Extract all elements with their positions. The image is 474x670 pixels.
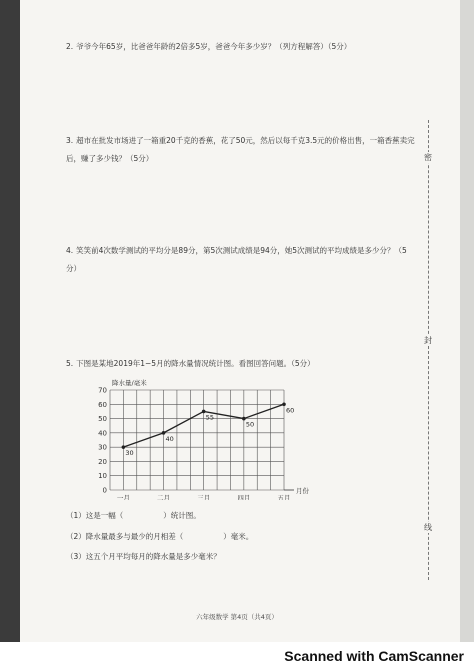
question-text: 超市在批发市场进了一箱重20千克的香蕉，花了50元，然后以每千克3.5元的价格出售，一箱香蕉卖完后，赚了多少钱？（5分）: [66, 136, 415, 163]
y-tick-label: 0: [102, 486, 107, 495]
sub-question-text: （2）降水量最多与最少的月相差（: [66, 532, 184, 541]
y-tick-label: 60: [98, 400, 107, 409]
x-tick-label: 五月: [277, 494, 291, 500]
sub-question-3: [66, 551, 221, 562]
question-text: 下图是某地2019年1−5月的降水量情况统计图。看图回答问题。（5分）: [76, 359, 315, 368]
scan-right-edge: [460, 0, 474, 642]
rainfall-line-chart: [86, 374, 316, 500]
y-tick-label: 10: [98, 472, 107, 481]
question-text: 爷爷今年65岁，比爸爸年龄的2倍多5岁，爸爸今年多少岁？（列方程解答）（5分）: [76, 42, 352, 51]
question-number: 4.: [66, 246, 74, 255]
y-tick-label: 40: [98, 429, 107, 438]
x-tick-label: 四月: [237, 494, 251, 500]
y-tick-label: 20: [98, 457, 107, 466]
y-axis-label: 降水量/毫米: [112, 379, 147, 387]
question-number: 2.: [66, 42, 74, 51]
question-5: [66, 355, 416, 373]
question-4: [66, 242, 416, 278]
data-label: 50: [245, 420, 255, 429]
x-tick-label: 二月: [157, 494, 171, 500]
x-tick-label: 三月: [197, 494, 211, 500]
data-label: 40: [165, 434, 174, 443]
sub-question-suffix: ）毫米。: [223, 532, 254, 541]
scanner-watermark: Scanned with CamScanner: [284, 648, 464, 664]
question-2: [66, 38, 416, 56]
y-tick-label: 70: [98, 386, 107, 395]
page-footer: 六年级数学 第4页（共4页）: [196, 613, 278, 621]
sub-question-text: （3）这五个月平均每月的降水量是多少毫米？: [66, 552, 221, 561]
data-label: 55: [205, 413, 214, 422]
scan-left-shadow: [0, 0, 20, 642]
binding-dashed-line: [428, 120, 429, 580]
exam-page: [20, 0, 460, 642]
question-3: [66, 132, 416, 168]
x-axis-label: 月份: [296, 487, 309, 495]
question-text: 笑笑前4次数学测试的平均分是89分，第5次测试成绩是94分，她5次测试的平均成绩是多少分？（5分）: [66, 246, 407, 273]
sub-question-2: [66, 531, 253, 542]
data-label: 30: [125, 449, 134, 458]
x-tick-label: 一月: [116, 494, 130, 500]
y-tick-label: 50: [98, 415, 107, 424]
sub-question-1: [66, 510, 201, 521]
chart-svg: [86, 374, 316, 500]
sub-question-suffix: ）统计图。: [163, 511, 201, 520]
question-number: 3.: [66, 136, 74, 145]
binding-char: 密: [424, 153, 432, 162]
binding-char: 线: [424, 523, 432, 532]
binding-char: 封: [424, 336, 432, 345]
data-label: 60: [286, 406, 295, 415]
y-tick-label: 30: [98, 443, 107, 452]
sub-question-text: （1）这是一幅（: [66, 511, 124, 520]
question-number: 5.: [66, 359, 74, 368]
